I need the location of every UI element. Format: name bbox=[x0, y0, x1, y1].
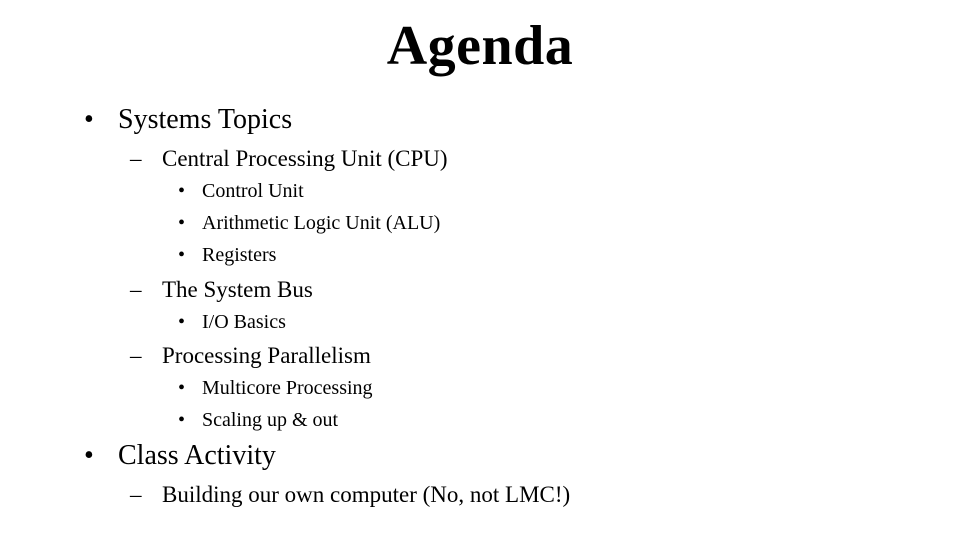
agenda-item-text: Processing Parallelism bbox=[162, 343, 371, 368]
agenda-item-text: Systems Topics bbox=[118, 104, 293, 135]
agenda-item-text: Registers bbox=[202, 244, 277, 266]
bullet-marker: • bbox=[178, 409, 186, 431]
bullet-marker: • bbox=[84, 104, 94, 135]
slide-title: Agenda bbox=[386, 15, 574, 77]
bullet-marker: • bbox=[178, 244, 186, 266]
agenda-item-text: Central Processing Unit (CPU) bbox=[162, 146, 448, 171]
agenda-item-text: The System Bus bbox=[162, 277, 313, 302]
bullet-marker: • bbox=[84, 440, 94, 471]
dash-marker: – bbox=[130, 343, 142, 368]
agenda-item-text: Arithmetic Logic Unit (ALU) bbox=[202, 212, 441, 234]
bullet-marker: • bbox=[178, 311, 186, 333]
bullet-marker: • bbox=[178, 212, 186, 234]
bullet-marker: • bbox=[178, 180, 186, 202]
agenda-item-text: Building our own computer (No, not LMC!) bbox=[162, 482, 571, 507]
agenda-item-text: I/O Basics bbox=[202, 311, 286, 333]
agenda-item-text: Multicore Processing bbox=[202, 377, 373, 399]
bullet-marker: • bbox=[178, 377, 186, 399]
agenda-item-text: Scaling up & out bbox=[202, 409, 339, 431]
dash-marker: – bbox=[130, 482, 142, 507]
dash-marker: – bbox=[130, 277, 142, 302]
agenda-item-text: Control Unit bbox=[202, 180, 304, 202]
agenda-item-text: Class Activity bbox=[118, 440, 276, 471]
dash-marker: – bbox=[130, 146, 142, 171]
